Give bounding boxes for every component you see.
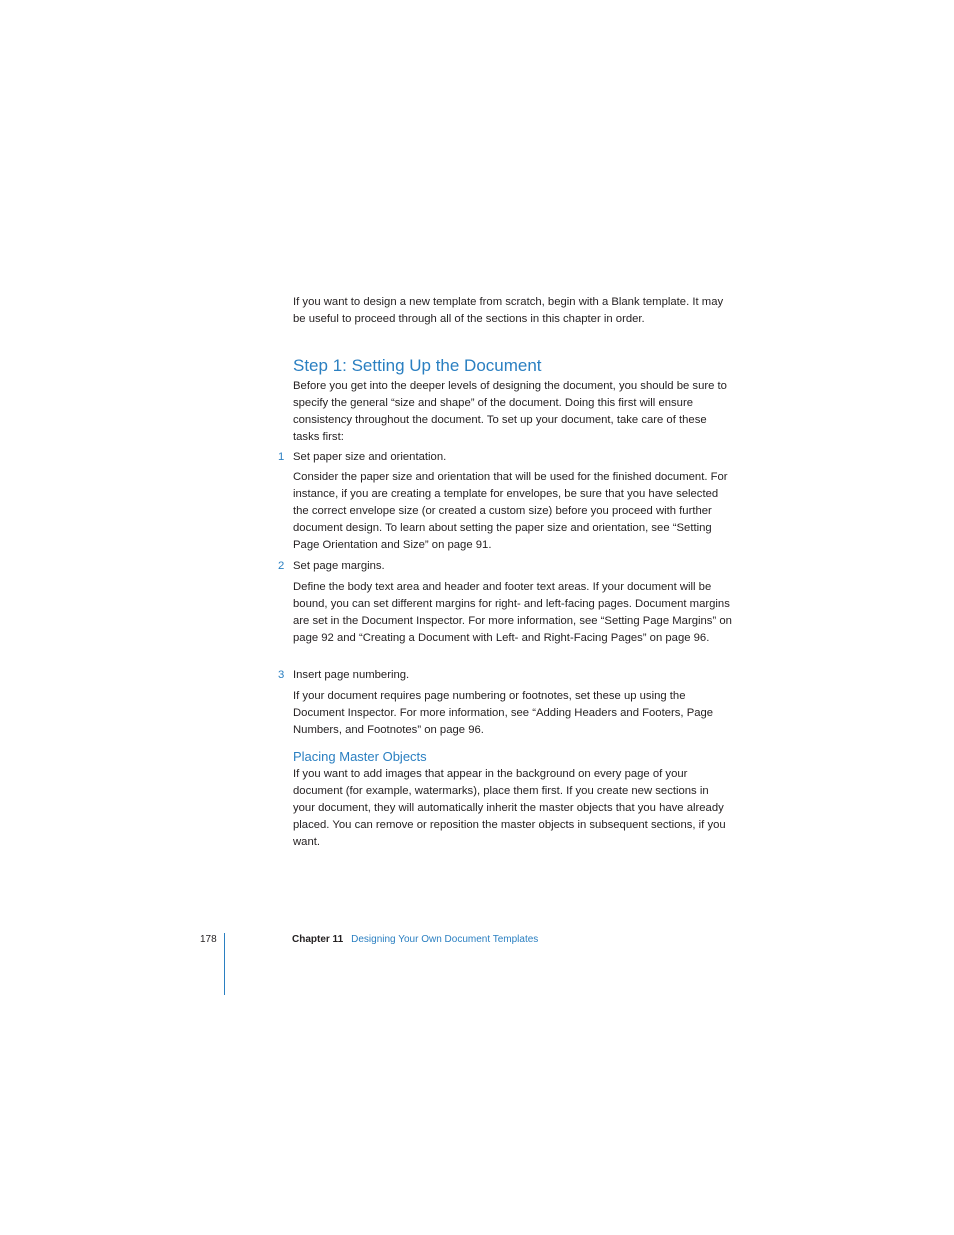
chapter-title: Designing Your Own Document Templates	[351, 934, 539, 945]
section-heading-setting-up: Step 1: Setting Up the Document	[293, 356, 542, 375]
step-1-number: 1	[278, 451, 285, 463]
step-1	[278, 449, 738, 466]
step-1-body: Consider the paper size and orientation that will be used for the finished document. For instance, if you are creating a template for envelopes, be sure that you have selected the correct envelope size (or created a custom size) before you proceed with further document design. To learn about setting the paper size and orientation, see “Setting Page Orientation and Size” on page 91.	[293, 471, 728, 552]
footer-chapter	[292, 934, 538, 945]
step-2-number: 2	[278, 560, 285, 572]
section-intro-paragraph: Before you get into the deeper levels of designing the document, you should be sure to specify the general “size and shape” of the document. Doing this first will ensure consistency throughout the document. To set up your document, take care of these tasks first:	[293, 380, 727, 444]
step-2-body: Define the body text area and header and footer text areas. If your document will be bound, you can set different margins for right- and left-facing pages. Document margins are set in the Document Inspector. For more information, see “Setting Page Margins” on page 92 and “Creating a Document with Left- and Right-Facing Pages” on page 96.	[293, 581, 732, 645]
step-3	[278, 667, 738, 684]
step-2	[278, 558, 738, 575]
page-number: 178	[200, 934, 217, 945]
step-3-body: If your document requires page numbering or footnotes, set these up using the Document Inspector. For more information, see “Adding Headers and Footers, Page Numbers, and Footnotes” on page 96.	[293, 690, 714, 737]
step-2-title: Set page margins.	[293, 560, 385, 572]
footer-divider	[224, 933, 225, 995]
step-3-title: Insert page numbering.	[293, 669, 410, 681]
master-objects-paragraph: If you want to add images that appear in the background on every page of your document (for example, watermarks), place them first. If you create new sections in your document, they will automatically inherit the master objects that you have already placed. You can remove or reposition the master objects in subsequent sections, if you want.	[293, 768, 726, 849]
section-heading-master-objects: Placing Master Objects	[293, 749, 427, 764]
chapter-label: Chapter 11	[292, 934, 344, 945]
step-3-number: 3	[278, 669, 285, 681]
step-1-title: Set paper size and orientation.	[293, 451, 447, 463]
intro-paragraph: If you want to design a new template from scratch, begin with a Blank template. It may be useful to proceed through all of the sections in this chapter in order.	[293, 296, 724, 326]
